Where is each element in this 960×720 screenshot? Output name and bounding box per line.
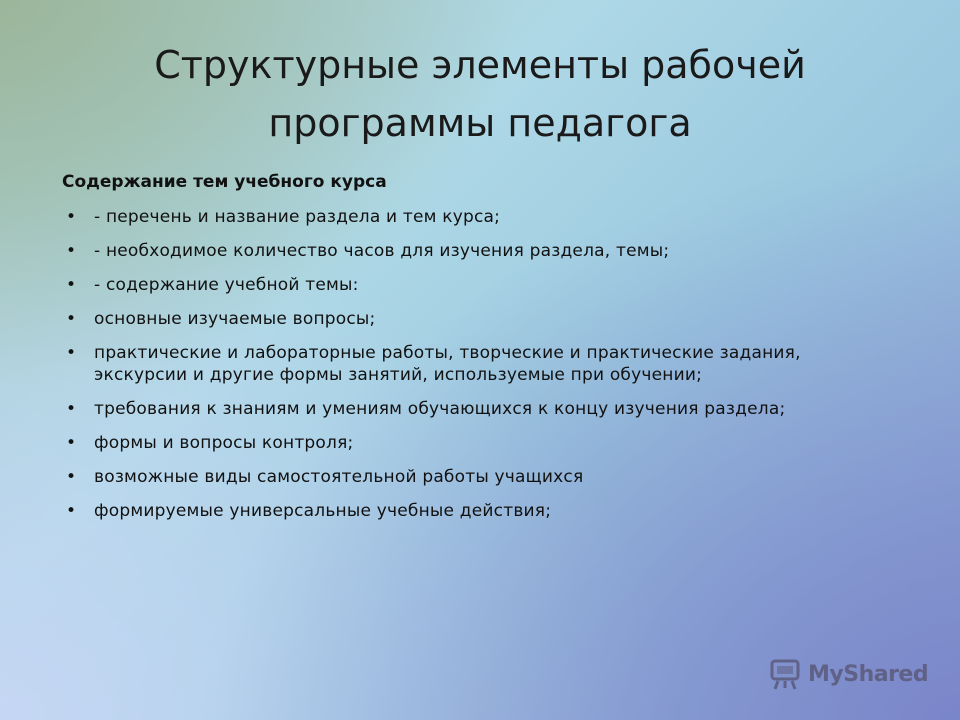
list-item	[64, 342, 884, 386]
list-item-text: - содержание учебной темы:	[94, 275, 359, 295]
presentation-board-icon	[768, 657, 802, 691]
bullet-dot: •	[66, 207, 77, 227]
list-item	[64, 500, 884, 522]
list-item	[64, 308, 884, 330]
list-item	[64, 206, 884, 228]
bullet-dot: •	[66, 275, 77, 295]
list-item	[64, 274, 884, 296]
bullet-dot: •	[66, 467, 77, 487]
myshared-logo	[768, 656, 928, 692]
list-item-text: практические и лабораторные работы, творческие и практические задания, экскурсии и другие формы занятий, используемые при обучении;	[94, 343, 801, 385]
bullet-dot: •	[66, 343, 77, 363]
bullet-dot: •	[66, 309, 77, 329]
list-item-text: требования к знаниям и умениям обучающихся к концу изучения раздела;	[94, 399, 786, 419]
list-item-text: - необходимое количество часов для изучения раздела, темы;	[94, 241, 670, 261]
bullet-dot: •	[66, 433, 77, 453]
slide-title: Структурные элементы рабочей программы педагога	[154, 43, 806, 145]
bullet-dot: •	[66, 241, 77, 261]
list-item-text: - перечень и название раздела и тем курса;	[94, 207, 501, 227]
list-item-text: формы и вопросы контроля;	[94, 433, 354, 453]
list-item	[64, 240, 884, 262]
list-item-text: основные изучаемые вопросы;	[94, 309, 376, 329]
list-item-text: формируемые универсальные учебные действия;	[94, 501, 552, 521]
bullet-list	[64, 206, 884, 534]
list-item	[64, 432, 884, 454]
list-item	[64, 466, 884, 488]
bullet-dot: •	[66, 399, 77, 419]
list-item-text: возможные виды самостоятельной работы учащихся	[94, 467, 584, 487]
list-item	[64, 398, 884, 420]
logo-text: MyShared	[808, 661, 929, 687]
bullet-dot: •	[66, 501, 77, 521]
section-heading: Содержание тем учебного курса	[62, 172, 387, 192]
